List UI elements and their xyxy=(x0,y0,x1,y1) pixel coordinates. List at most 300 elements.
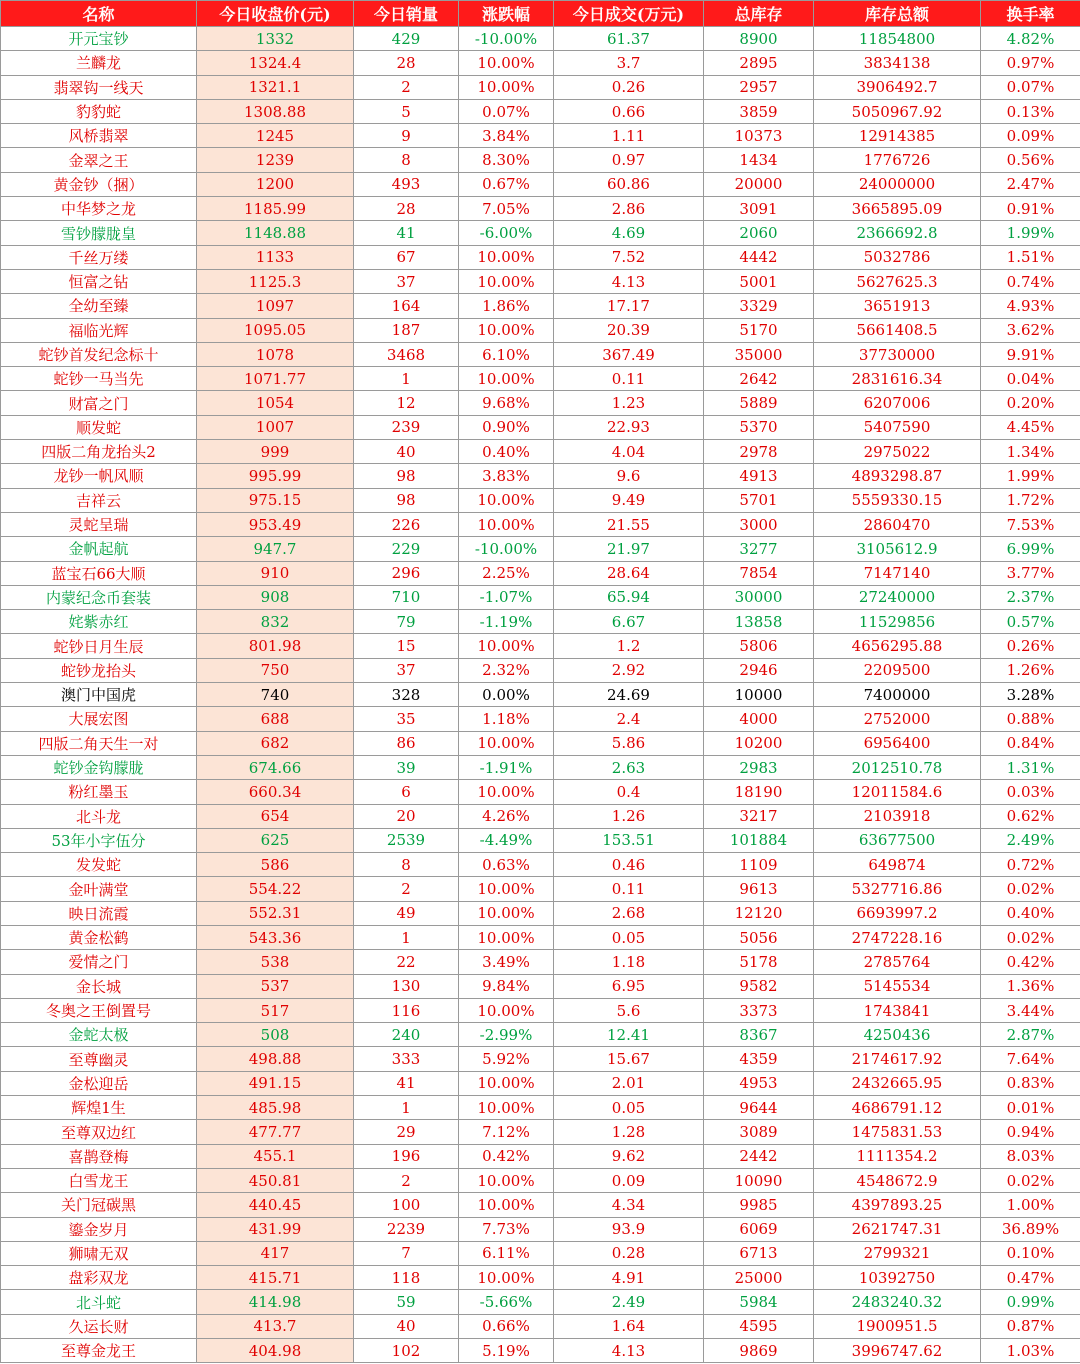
cell-change: 2.32% xyxy=(459,658,554,682)
cell-change: 3.49% xyxy=(459,950,554,974)
cell-stock: 9644 xyxy=(704,1096,814,1120)
cell-close-price: 1133 xyxy=(197,245,354,269)
cell-close-price: 1125.3 xyxy=(197,269,354,293)
cell-turnover-rate: 3.62% xyxy=(981,318,1080,342)
table-row xyxy=(1,51,1080,75)
cell-stock: 2642 xyxy=(704,367,814,391)
cell-change: 10.00% xyxy=(459,51,554,75)
col-name-header[interactable]: 名称 xyxy=(1,1,197,27)
cell-change: 10.00% xyxy=(459,488,554,512)
table-row xyxy=(1,901,1080,925)
cell-stock-value: 2432665.95 xyxy=(814,1071,981,1095)
cell-name: 盘彩双龙 xyxy=(1,1266,197,1290)
table-row xyxy=(1,998,1080,1022)
cell-stock: 2978 xyxy=(704,440,814,464)
cell-sales: 710 xyxy=(354,585,459,609)
table-row xyxy=(1,537,1080,561)
cell-turnover-value: 60.86 xyxy=(554,172,704,196)
cell-turnover-value: 9.6 xyxy=(554,464,704,488)
cell-change: 10.00% xyxy=(459,245,554,269)
cell-close-price: 953.49 xyxy=(197,512,354,536)
cell-stock: 10090 xyxy=(704,1168,814,1192)
cell-turnover-rate: 0.26% xyxy=(981,634,1080,658)
cell-name: 冬奥之王倒置号 xyxy=(1,998,197,1022)
cell-change: 10.00% xyxy=(459,731,554,755)
cell-change: -2.99% xyxy=(459,1023,554,1047)
cell-name: 黄金松鹤 xyxy=(1,925,197,949)
cell-turnover-value: 5.6 xyxy=(554,998,704,1022)
cell-turnover-value: 12.41 xyxy=(554,1023,704,1047)
cell-close-price: 688 xyxy=(197,707,354,731)
cell-name: 至尊幽灵 xyxy=(1,1047,197,1071)
table-row xyxy=(1,1120,1080,1144)
cell-sales: 41 xyxy=(354,221,459,245)
cell-name: 金翠之王 xyxy=(1,148,197,172)
cell-turnover-rate: 0.62% xyxy=(981,804,1080,828)
cell-sales: 22 xyxy=(354,950,459,974)
cell-close-price: 485.98 xyxy=(197,1096,354,1120)
cell-stock: 4359 xyxy=(704,1047,814,1071)
table-row xyxy=(1,269,1080,293)
table-row xyxy=(1,75,1080,99)
table-row xyxy=(1,1144,1080,1168)
cell-stock: 35000 xyxy=(704,342,814,366)
cell-turnover-value: 4.13 xyxy=(554,1339,704,1363)
cell-turnover-rate: 0.40% xyxy=(981,901,1080,925)
cell-sales: 2 xyxy=(354,1168,459,1192)
cell-stock-value: 5661408.5 xyxy=(814,318,981,342)
cell-stock: 2895 xyxy=(704,51,814,75)
cell-change: 10.00% xyxy=(459,512,554,536)
cell-turnover-rate: 2.49% xyxy=(981,828,1080,852)
cell-turnover-value: 22.93 xyxy=(554,415,704,439)
cell-stock-value: 1743841 xyxy=(814,998,981,1022)
cell-name: 蛇钞日月生辰 xyxy=(1,634,197,658)
cell-stock: 8900 xyxy=(704,27,814,51)
cell-close-price: 1071.77 xyxy=(197,367,354,391)
cell-change: 10.00% xyxy=(459,1096,554,1120)
table-body xyxy=(1,27,1080,1363)
col-turnover-value-header[interactable]: 今日成交(万元) xyxy=(554,1,704,27)
cell-name: 兰麟龙 xyxy=(1,51,197,75)
cell-sales: 2239 xyxy=(354,1217,459,1241)
cell-close-price: 450.81 xyxy=(197,1168,354,1192)
cell-sales: 240 xyxy=(354,1023,459,1047)
cell-change: -1.07% xyxy=(459,585,554,609)
cell-stock-value: 5627625.3 xyxy=(814,269,981,293)
cell-change: -1.91% xyxy=(459,755,554,779)
cell-stock: 3089 xyxy=(704,1120,814,1144)
cell-name: 北斗蛇 xyxy=(1,1290,197,1314)
cell-name: 内蒙纪念币套装 xyxy=(1,585,197,609)
cell-close-price: 552.31 xyxy=(197,901,354,925)
cell-turnover-value: 1.26 xyxy=(554,804,704,828)
cell-turnover-value: 153.51 xyxy=(554,828,704,852)
cell-stock: 5889 xyxy=(704,391,814,415)
cell-stock: 5701 xyxy=(704,488,814,512)
cell-change: 7.73% xyxy=(459,1217,554,1241)
cell-change: 5.19% xyxy=(459,1339,554,1363)
cell-turnover-value: 9.49 xyxy=(554,488,704,512)
cell-turnover-value: 0.11 xyxy=(554,367,704,391)
cell-name: 粉红墨玉 xyxy=(1,780,197,804)
table-row xyxy=(1,1290,1080,1314)
table-row xyxy=(1,27,1080,51)
table-row xyxy=(1,367,1080,391)
cell-turnover-rate: 0.83% xyxy=(981,1071,1080,1095)
table-row xyxy=(1,853,1080,877)
cell-close-price: 1239 xyxy=(197,148,354,172)
cell-turnover-rate: 0.87% xyxy=(981,1314,1080,1338)
cell-stock: 5178 xyxy=(704,950,814,974)
cell-name: 中华梦之龙 xyxy=(1,197,197,221)
cell-close-price: 908 xyxy=(197,585,354,609)
cell-sales: 98 xyxy=(354,464,459,488)
cell-change: 10.00% xyxy=(459,269,554,293)
cell-stock-value: 5032786 xyxy=(814,245,981,269)
cell-close-price: 999 xyxy=(197,440,354,464)
cell-stock-value: 2785764 xyxy=(814,950,981,974)
cell-stock: 6069 xyxy=(704,1217,814,1241)
col-sales-header[interactable]: 今日销量 xyxy=(354,1,459,27)
cell-stock-value: 2975022 xyxy=(814,440,981,464)
cell-turnover-value: 1.11 xyxy=(554,124,704,148)
cell-name: 恒富之钻 xyxy=(1,269,197,293)
cell-turnover-value: 4.04 xyxy=(554,440,704,464)
cell-name: 鎏金岁月 xyxy=(1,1217,197,1241)
cell-close-price: 1321.1 xyxy=(197,75,354,99)
cell-sales: 3468 xyxy=(354,342,459,366)
cell-name: 翡翠钩一线天 xyxy=(1,75,197,99)
cell-sales: 9 xyxy=(354,124,459,148)
cell-turnover-rate: 0.88% xyxy=(981,707,1080,731)
cell-close-price: 947.7 xyxy=(197,537,354,561)
table-row xyxy=(1,197,1080,221)
cell-sales: 1 xyxy=(354,925,459,949)
cell-stock: 3091 xyxy=(704,197,814,221)
cell-name: 全幼至臻 xyxy=(1,294,197,318)
cell-change: 7.12% xyxy=(459,1120,554,1144)
cell-stock: 2060 xyxy=(704,221,814,245)
cell-stock-value: 3105612.9 xyxy=(814,537,981,561)
cell-change: 3.83% xyxy=(459,464,554,488)
cell-name: 辉煌1生 xyxy=(1,1096,197,1120)
cell-stock: 4000 xyxy=(704,707,814,731)
cell-stock-value: 6956400 xyxy=(814,731,981,755)
cell-stock-value: 4548672.9 xyxy=(814,1168,981,1192)
col-close-price-header[interactable]: 今日收盘价(元) xyxy=(197,1,354,27)
cell-sales: 49 xyxy=(354,901,459,925)
cell-turnover-rate: 0.09% xyxy=(981,124,1080,148)
cell-name: 至尊金龙王 xyxy=(1,1339,197,1363)
table-row xyxy=(1,512,1080,536)
cell-stock-value: 5050967.92 xyxy=(814,99,981,123)
cell-change: 3.84% xyxy=(459,124,554,148)
cell-turnover-rate: 1.34% xyxy=(981,440,1080,464)
cell-turnover-rate: 9.91% xyxy=(981,342,1080,366)
cell-turnover-value: 65.94 xyxy=(554,585,704,609)
cell-turnover-value: 0.97 xyxy=(554,148,704,172)
cell-stock-value: 5407590 xyxy=(814,415,981,439)
cell-name: 关门冠碳黑 xyxy=(1,1193,197,1217)
cell-sales: 40 xyxy=(354,440,459,464)
table-row xyxy=(1,877,1080,901)
cell-close-price: 491.15 xyxy=(197,1071,354,1095)
col-change-header[interactable]: 涨跌幅 xyxy=(459,1,554,27)
cell-close-price: 404.98 xyxy=(197,1339,354,1363)
cell-turnover-rate: 0.72% xyxy=(981,853,1080,877)
cell-turnover-value: 4.13 xyxy=(554,269,704,293)
cell-stock: 1434 xyxy=(704,148,814,172)
cell-change: -4.49% xyxy=(459,828,554,852)
cell-name: 狮啸无双 xyxy=(1,1241,197,1265)
cell-stock-value: 4893298.87 xyxy=(814,464,981,488)
cell-turnover-value: 0.09 xyxy=(554,1168,704,1192)
cell-stock-value: 5559330.15 xyxy=(814,488,981,512)
cell-turnover-rate: 4.45% xyxy=(981,415,1080,439)
table-row xyxy=(1,925,1080,949)
cell-sales: 130 xyxy=(354,974,459,998)
cell-sales: 100 xyxy=(354,1193,459,1217)
cell-close-price: 1200 xyxy=(197,172,354,196)
cell-turnover-rate: 2.47% xyxy=(981,172,1080,196)
cell-sales: 7 xyxy=(354,1241,459,1265)
cell-stock-value: 649874 xyxy=(814,853,981,877)
cell-turnover-rate: 1.26% xyxy=(981,658,1080,682)
table-row xyxy=(1,342,1080,366)
cell-close-price: 477.77 xyxy=(197,1120,354,1144)
cell-name: 金长城 xyxy=(1,974,197,998)
cell-close-price: 1054 xyxy=(197,391,354,415)
cell-close-price: 910 xyxy=(197,561,354,585)
cell-change: 10.00% xyxy=(459,925,554,949)
cell-change: 0.67% xyxy=(459,172,554,196)
cell-stock: 4953 xyxy=(704,1071,814,1095)
cell-turnover-value: 2.92 xyxy=(554,658,704,682)
cell-sales: 8 xyxy=(354,853,459,877)
cell-stock-value: 7147140 xyxy=(814,561,981,585)
cell-change: -6.00% xyxy=(459,221,554,245)
cell-stock: 10000 xyxy=(704,683,814,707)
cell-turnover-rate: 0.99% xyxy=(981,1290,1080,1314)
cell-stock-value: 37730000 xyxy=(814,342,981,366)
cell-turnover-value: 21.97 xyxy=(554,537,704,561)
cell-sales: 5 xyxy=(354,99,459,123)
cell-change: 10.00% xyxy=(459,780,554,804)
cell-change: 10.00% xyxy=(459,877,554,901)
cell-change: 9.84% xyxy=(459,974,554,998)
cell-sales: 12 xyxy=(354,391,459,415)
cell-name: 金叶满堂 xyxy=(1,877,197,901)
cell-stock: 12120 xyxy=(704,901,814,925)
cell-turnover-value: 1.2 xyxy=(554,634,704,658)
cell-change: 10.00% xyxy=(459,1266,554,1290)
cell-sales: 28 xyxy=(354,197,459,221)
cell-change: 0.66% xyxy=(459,1314,554,1338)
cell-change: 10.00% xyxy=(459,1193,554,1217)
cell-close-price: 995.99 xyxy=(197,464,354,488)
table-row xyxy=(1,780,1080,804)
cell-turnover-rate: 0.02% xyxy=(981,1168,1080,1192)
cell-stock: 9985 xyxy=(704,1193,814,1217)
cell-name: 金帆起航 xyxy=(1,537,197,561)
cell-sales: 15 xyxy=(354,634,459,658)
cell-change: 1.86% xyxy=(459,294,554,318)
cell-stock: 9869 xyxy=(704,1339,814,1363)
cell-close-price: 1332 xyxy=(197,27,354,51)
cell-sales: 1 xyxy=(354,1096,459,1120)
cell-change: 10.00% xyxy=(459,367,554,391)
cell-stock: 4595 xyxy=(704,1314,814,1338)
cell-name: 澳门中国虎 xyxy=(1,683,197,707)
cell-close-price: 750 xyxy=(197,658,354,682)
cell-turnover-rate: 0.02% xyxy=(981,877,1080,901)
cell-stock-value: 4686791.12 xyxy=(814,1096,981,1120)
cell-change: 0.63% xyxy=(459,853,554,877)
cell-stock-value: 5327716.86 xyxy=(814,877,981,901)
cell-stock: 3373 xyxy=(704,998,814,1022)
cell-stock-value: 3996747.62 xyxy=(814,1339,981,1363)
cell-turnover-value: 0.46 xyxy=(554,853,704,877)
cell-name: 蛇钞首发纪念标十 xyxy=(1,342,197,366)
table-row xyxy=(1,610,1080,634)
cell-turnover-value: 0.28 xyxy=(554,1241,704,1265)
cell-stock-value: 2366692.8 xyxy=(814,221,981,245)
cell-turnover-rate: 4.82% xyxy=(981,27,1080,51)
cell-stock: 1109 xyxy=(704,853,814,877)
cell-stock-value: 3906492.7 xyxy=(814,75,981,99)
cell-turnover-value: 1.28 xyxy=(554,1120,704,1144)
table-row xyxy=(1,1266,1080,1290)
cell-stock: 3217 xyxy=(704,804,814,828)
cell-change: 0.90% xyxy=(459,415,554,439)
cell-name: 财富之门 xyxy=(1,391,197,415)
cell-close-price: 1245 xyxy=(197,124,354,148)
cell-sales: 2 xyxy=(354,75,459,99)
cell-turnover-value: 2.01 xyxy=(554,1071,704,1095)
cell-stock-value: 2103918 xyxy=(814,804,981,828)
cell-turnover-value: 24.69 xyxy=(554,683,704,707)
cell-change: -1.19% xyxy=(459,610,554,634)
col-stock-header[interactable]: 总库存 xyxy=(704,1,814,27)
cell-turnover-value: 6.67 xyxy=(554,610,704,634)
col-turnover-rate-header[interactable]: 换手率 xyxy=(981,1,1080,27)
cell-stock-value: 4250436 xyxy=(814,1023,981,1047)
cell-turnover-value: 15.67 xyxy=(554,1047,704,1071)
cell-stock-value: 7400000 xyxy=(814,683,981,707)
cell-stock: 10200 xyxy=(704,731,814,755)
cell-name: 映日流霞 xyxy=(1,901,197,925)
cell-turnover-rate: 3.77% xyxy=(981,561,1080,585)
cell-close-price: 538 xyxy=(197,950,354,974)
cell-stock-value: 6207006 xyxy=(814,391,981,415)
cell-turnover-value: 20.39 xyxy=(554,318,704,342)
cell-sales: 59 xyxy=(354,1290,459,1314)
cell-stock: 25000 xyxy=(704,1266,814,1290)
table-row xyxy=(1,974,1080,998)
cell-close-price: 1097 xyxy=(197,294,354,318)
table-row xyxy=(1,707,1080,731)
cell-close-price: 1148.88 xyxy=(197,221,354,245)
table-row xyxy=(1,1023,1080,1047)
table-row xyxy=(1,294,1080,318)
col-stock-value-header[interactable]: 库存总额 xyxy=(814,1,981,27)
cell-stock-value: 4397893.25 xyxy=(814,1193,981,1217)
cell-name: 福临光辉 xyxy=(1,318,197,342)
cell-turnover-rate: 0.07% xyxy=(981,75,1080,99)
cell-close-price: 554.22 xyxy=(197,877,354,901)
cell-turnover-value: 0.05 xyxy=(554,1096,704,1120)
cell-turnover-value: 367.49 xyxy=(554,342,704,366)
cell-stock: 5001 xyxy=(704,269,814,293)
cell-stock-value: 2174617.92 xyxy=(814,1047,981,1071)
cell-name: 白雪龙王 xyxy=(1,1168,197,1192)
cell-turnover-rate: 0.56% xyxy=(981,148,1080,172)
table-row xyxy=(1,172,1080,196)
cell-change: 5.92% xyxy=(459,1047,554,1071)
cell-close-price: 625 xyxy=(197,828,354,852)
cell-turnover-value: 28.64 xyxy=(554,561,704,585)
table-row xyxy=(1,148,1080,172)
cell-sales: 164 xyxy=(354,294,459,318)
table-row xyxy=(1,318,1080,342)
cell-stock-value: 2621747.31 xyxy=(814,1217,981,1241)
cell-close-price: 508 xyxy=(197,1023,354,1047)
cell-stock: 6713 xyxy=(704,1241,814,1265)
cell-change: 0.42% xyxy=(459,1144,554,1168)
cell-name: 大展宏图 xyxy=(1,707,197,731)
cell-change: 1.18% xyxy=(459,707,554,731)
cell-stock: 8367 xyxy=(704,1023,814,1047)
cell-name: 龙钞一帆风顺 xyxy=(1,464,197,488)
cell-turnover-value: 2.4 xyxy=(554,707,704,731)
cell-turnover-value: 4.91 xyxy=(554,1266,704,1290)
cell-turnover-rate: 0.42% xyxy=(981,950,1080,974)
cell-name: 姹紫赤红 xyxy=(1,610,197,634)
cell-close-price: 1185.99 xyxy=(197,197,354,221)
cell-turnover-rate: 0.04% xyxy=(981,367,1080,391)
cell-close-price: 832 xyxy=(197,610,354,634)
cell-stock: 5806 xyxy=(704,634,814,658)
cell-stock-value: 6693997.2 xyxy=(814,901,981,925)
cell-sales: 1 xyxy=(354,367,459,391)
cell-close-price: 674.66 xyxy=(197,755,354,779)
cell-turnover-value: 6.95 xyxy=(554,974,704,998)
cell-change: 0.40% xyxy=(459,440,554,464)
cell-change: 10.00% xyxy=(459,1168,554,1192)
cell-sales: 493 xyxy=(354,172,459,196)
cell-stock-value: 1900951.5 xyxy=(814,1314,981,1338)
cell-sales: 98 xyxy=(354,488,459,512)
cell-change: 2.25% xyxy=(459,561,554,585)
cell-stock: 10373 xyxy=(704,124,814,148)
table-row xyxy=(1,804,1080,828)
cell-sales: 28 xyxy=(354,51,459,75)
cell-stock-value: 1111354.2 xyxy=(814,1144,981,1168)
cell-sales: 429 xyxy=(354,27,459,51)
cell-sales: 29 xyxy=(354,1120,459,1144)
cell-sales: 37 xyxy=(354,269,459,293)
cell-stock: 3859 xyxy=(704,99,814,123)
cell-close-price: 413.7 xyxy=(197,1314,354,1338)
cell-name: 久运长财 xyxy=(1,1314,197,1338)
cell-sales: 8 xyxy=(354,148,459,172)
cell-name: 蓝宝石66大顺 xyxy=(1,561,197,585)
cell-close-price: 740 xyxy=(197,683,354,707)
cell-turnover-value: 2.49 xyxy=(554,1290,704,1314)
cell-close-price: 415.71 xyxy=(197,1266,354,1290)
cell-stock-value: 2747228.16 xyxy=(814,925,981,949)
